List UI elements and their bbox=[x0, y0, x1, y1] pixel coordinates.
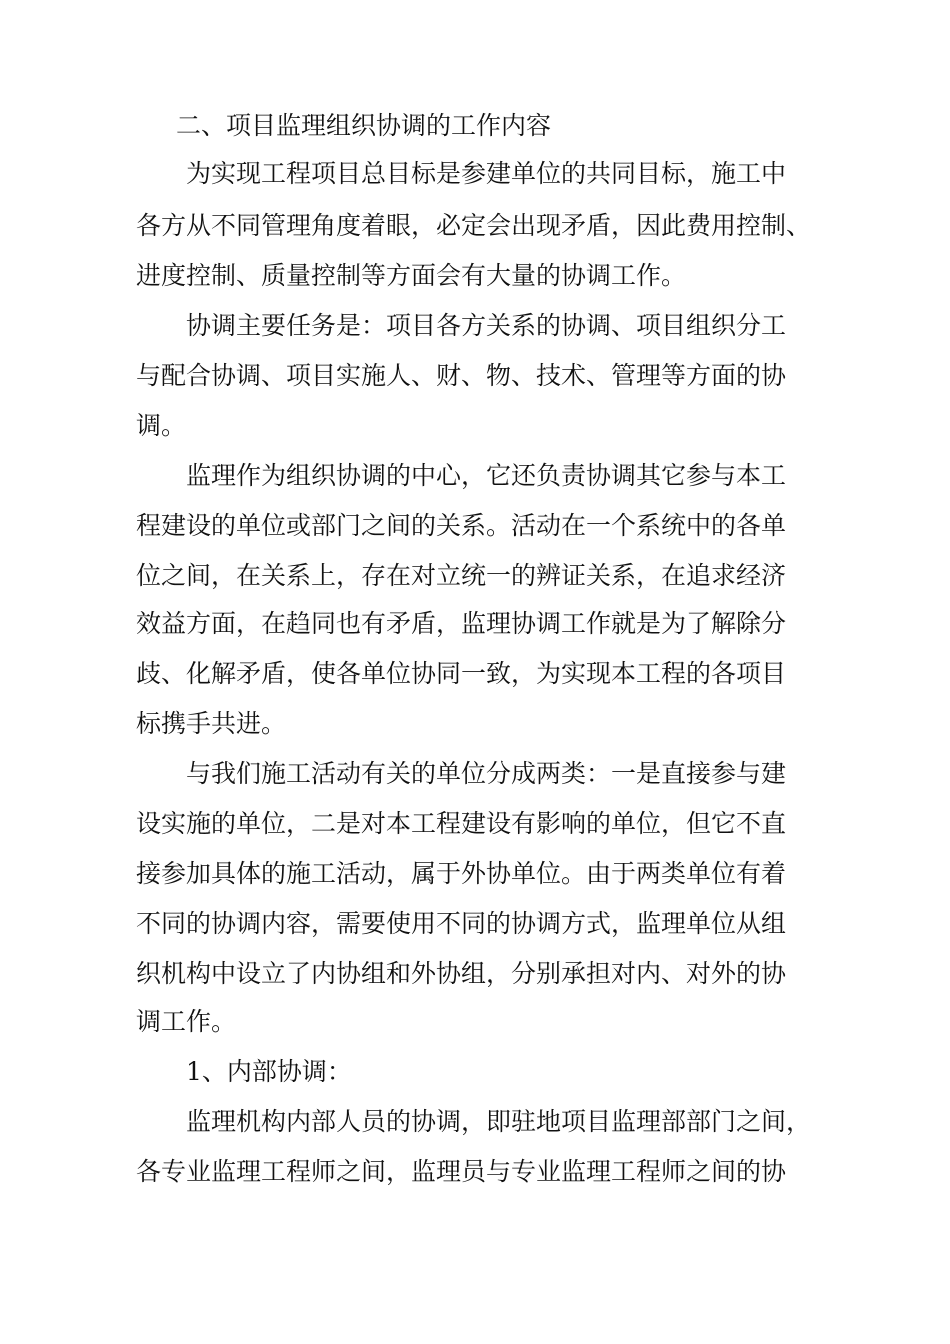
paragraph-line: 设实施的单位，二是对本工程建设有影响的单位，但它不直 bbox=[136, 809, 787, 838]
paragraph-line: 为实现工程项目总目标是参建单位的共同目标，施工中 bbox=[186, 159, 787, 188]
paragraph-line: 各专业监理工程师之间，监理员与专业监理工程师之间的协 bbox=[136, 1157, 787, 1186]
paragraph-line: 调。 bbox=[136, 411, 187, 440]
paragraph-line: 监理作为组织协调的中心，它还负责协调其它参与本工 bbox=[186, 461, 787, 490]
paragraph-line: 进度控制、质量控制等方面会有大量的协调工作。 bbox=[136, 261, 687, 290]
paragraph-line: 程建设的单位或部门之间的关系。活动在一个系统中的各单 bbox=[136, 511, 787, 540]
paragraph-line: 监理机构内部人员的协调，即驻地项目监理部部门之间， bbox=[186, 1107, 812, 1136]
paragraph-line: 协调主要任务是：项目各方关系的协调、项目组织分工 bbox=[186, 311, 787, 340]
paragraph-line: 效益方面，在趋同也有矛盾，监理协调工作就是为了解除分 bbox=[136, 609, 787, 638]
section-heading: 二、项目监理组织协调的工作内容 bbox=[176, 111, 552, 140]
paragraph-line: 不同的协调内容，需要使用不同的协调方式，监理单位从组 bbox=[136, 909, 787, 938]
paragraph-line: 织机构中设立了内协组和外协组，分别承担对内、对外的协 bbox=[136, 959, 787, 988]
paragraph-line: 位之间，在关系上，存在对立统一的辨证关系，在追求经济 bbox=[136, 561, 787, 590]
paragraph-line: 与我们施工活动有关的单位分成两类：一是直接参与建 bbox=[186, 759, 787, 788]
paragraph-line: 接参加具体的施工活动，属于外协单位。由于两类单位有着 bbox=[136, 859, 787, 888]
paragraph-line: 标携手共进。 bbox=[136, 709, 287, 738]
paragraph-line: 歧、化解矛盾，使各单位协同一致，为实现本工程的各项目 bbox=[136, 659, 787, 688]
subheading: 1、内部协调： bbox=[186, 1057, 352, 1086]
paragraph-line: 各方从不同管理角度着眼，必定会出现矛盾，因此费用控制、 bbox=[136, 211, 812, 240]
paragraph-line: 调工作。 bbox=[136, 1007, 237, 1036]
paragraph-line: 与配合协调、项目实施人、财、物、技术、管理等方面的协 bbox=[136, 361, 787, 390]
